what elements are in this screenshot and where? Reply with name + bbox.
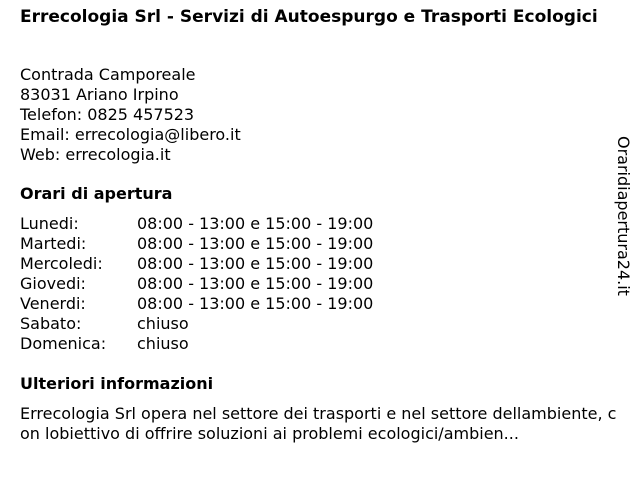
time-value: 08:00 - 13:00 e 15:00 - 19:00 (137, 274, 374, 293)
phone-number: Telefon: 0825 457523 (20, 105, 195, 124)
hours-row-tuesday (20, 234, 373, 254)
time-value: 08:00 - 13:00 e 15:00 - 19:00 (137, 234, 374, 253)
hours-heading: Orari di apertura (20, 184, 173, 203)
info-heading: Ulteriori informazioni (20, 374, 214, 393)
hours-row-saturday (20, 314, 373, 334)
address-street: Contrada Camporeale (20, 65, 196, 84)
day-label: Domenica: (20, 334, 107, 353)
time-value: chiuso (137, 314, 189, 333)
hours-row-monday (20, 214, 373, 234)
hours-row-thursday (20, 274, 373, 294)
opening-hours-table (20, 214, 373, 354)
day-label: Lunedi: (20, 214, 79, 233)
business-title: Errecologia Srl - Servizi di Autoespurgo e Trasporti Ecologici (20, 7, 598, 27)
hours-row-sunday (20, 334, 373, 354)
day-label: Martedi: (20, 234, 87, 253)
day-label: Venerdi: (20, 294, 86, 313)
site-watermark: Oraridiapertura24.it (614, 136, 633, 296)
address-city: 83031 Ariano Irpino (20, 85, 179, 104)
time-value: 08:00 - 13:00 e 15:00 - 19:00 (137, 294, 374, 313)
info-description: Errecologia Srl opera nel settore dei trasporti e nel settore dellambiente, con lobiettivo di offrire soluzioni ai problemi ecologici/ambien... (20, 404, 617, 443)
email-address: Email: errecologia@libero.it (20, 125, 241, 144)
website: Web: errecologia.it (20, 145, 171, 164)
contact-block (20, 65, 241, 165)
time-value: 08:00 - 13:00 e 15:00 - 19:00 (137, 254, 374, 273)
day-label: Sabato: (20, 314, 82, 333)
day-label: Giovedi: (20, 274, 86, 293)
time-value: 08:00 - 13:00 e 15:00 - 19:00 (137, 214, 374, 233)
time-value: chiuso (137, 334, 189, 353)
hours-row-friday (20, 294, 373, 314)
day-label: Mercoledi: (20, 254, 103, 273)
hours-row-wednesday (20, 254, 373, 274)
